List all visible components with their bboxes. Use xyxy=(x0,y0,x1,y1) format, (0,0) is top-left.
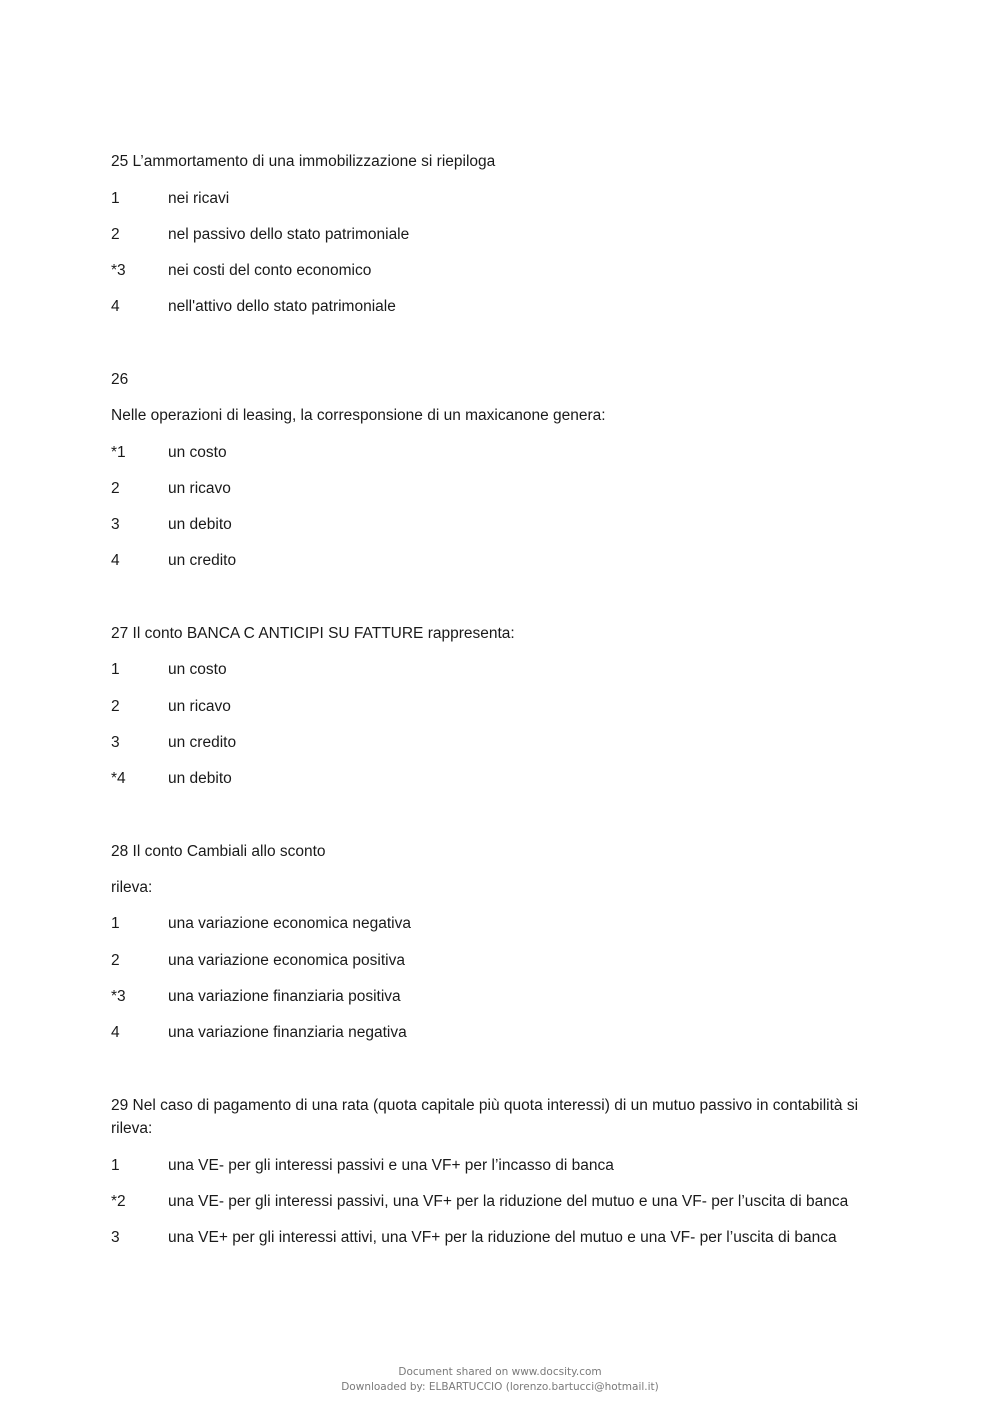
option-number: 2 xyxy=(111,226,120,243)
option-number: 4 xyxy=(111,552,120,569)
option-number: 3 xyxy=(111,734,120,751)
option-number: 4 xyxy=(111,1024,120,1041)
option-text: nel passivo dello stato patrimoniale xyxy=(168,226,410,243)
option-text: una variazione finanziaria negativa xyxy=(168,1024,407,1041)
option-text: un credito xyxy=(168,734,237,751)
option-text: una VE+ per gli interessi attivi, una VF+ per la riduzione del mutuo e una VF- per l’uscita di banca xyxy=(168,1229,837,1246)
question-28-prompt: 28 Il conto Cambiali allo sconto xyxy=(111,843,326,860)
option-number: 3 xyxy=(111,1229,120,1246)
option-number: *3 xyxy=(111,988,126,1005)
option-text: una VE- per gli interessi passivi, una VF+ per la riduzione del mutuo e una VF- per l’uscita di banca xyxy=(168,1193,849,1210)
option-number: 4 xyxy=(111,298,120,315)
footer-download-notice: Downloaded by: ELBARTUCCIO (lorenzo.bartucci@hotmail.it) xyxy=(341,1381,659,1393)
question-26-prompt: Nelle operazioni di leasing, la corresponsione di un maxicanone genera: xyxy=(111,407,606,424)
option-number: 1 xyxy=(111,661,120,678)
option-number: 2 xyxy=(111,480,120,497)
option-number: *2 xyxy=(111,1193,126,1210)
option-number: *4 xyxy=(111,770,126,787)
question-28-prompt-continued: rileva: xyxy=(111,879,153,896)
option-text: una variazione finanziaria positiva xyxy=(168,988,401,1005)
option-number: *3 xyxy=(111,262,126,279)
option-text: nell'attivo dello stato patrimoniale xyxy=(168,298,396,315)
option-number: *1 xyxy=(111,444,126,461)
option-text: un costo xyxy=(168,661,227,678)
option-text: nei costi del conto economico xyxy=(168,262,372,279)
option-text: nei ricavi xyxy=(168,190,230,207)
option-number: 1 xyxy=(111,190,120,207)
question-25-prompt: 25 L’ammortamento di una immobilizzazione si riepiloga xyxy=(111,153,496,170)
option-text: un ricavo xyxy=(168,480,231,497)
option-text: una VE- per gli interessi passivi e una VF+ per l’incasso di banca xyxy=(168,1157,614,1174)
option-number: 2 xyxy=(111,698,120,715)
option-text: una variazione economica negativa xyxy=(168,915,411,932)
option-text: un costo xyxy=(168,444,227,461)
option-text: un credito xyxy=(168,552,237,569)
footer-shared-notice: Document shared on www.docsity.com xyxy=(398,1366,602,1378)
question-26-number: 26 xyxy=(111,371,129,388)
question-29-prompt: 29 Nel caso di pagamento di una rata (quota capitale più quota interessi) di un mutuo passivo in contabilità si rileva: xyxy=(111,1097,859,1137)
option-number: 1 xyxy=(111,1157,120,1174)
option-text: un debito xyxy=(168,770,232,787)
option-text: un debito xyxy=(168,516,232,533)
option-text: una variazione economica positiva xyxy=(168,952,405,969)
option-number: 2 xyxy=(111,952,120,969)
question-27-prompt: 27 Il conto BANCA C ANTICIPI SU FATTURE rappresenta: xyxy=(111,625,515,642)
option-number: 1 xyxy=(111,915,120,932)
option-number: 3 xyxy=(111,516,120,533)
option-text: un ricavo xyxy=(168,698,231,715)
